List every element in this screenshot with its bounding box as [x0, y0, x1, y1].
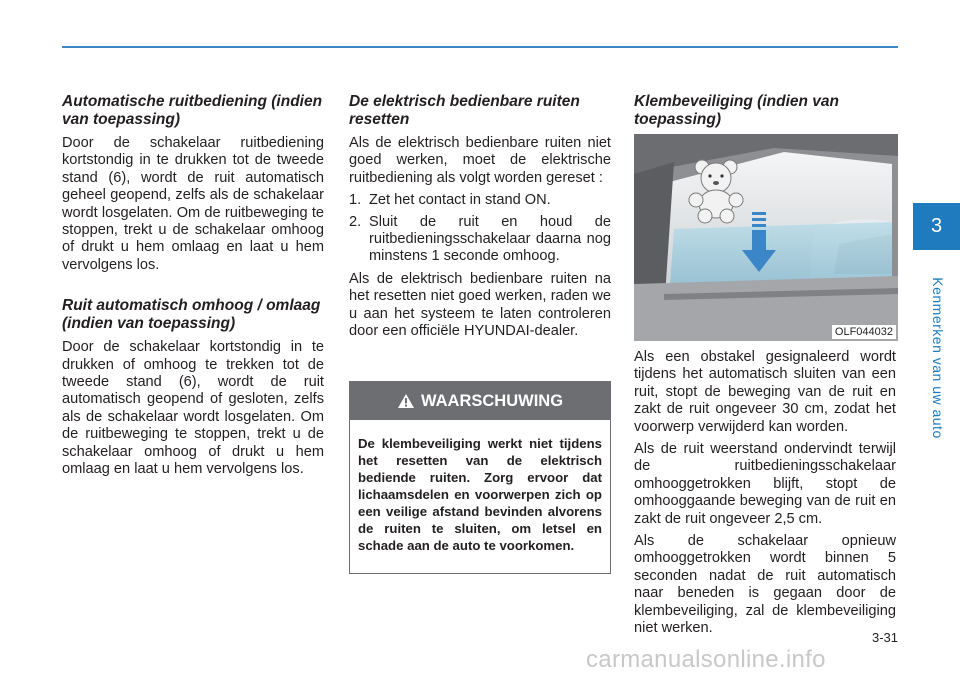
right-column-text	[634, 349, 896, 643]
reset-intro: Als de elektrisch bedienbare ruiten niet goed werken, moet de elektrische ruitbediening als volgt worden gereset :	[349, 135, 611, 186]
chapter-tab	[913, 203, 960, 250]
watermark: carmanualsonline.info	[586, 646, 826, 673]
warning-triangle-icon	[397, 393, 415, 409]
reset-step-text: Zet het contact in stand ON.	[369, 192, 551, 209]
pinch-para-1: Als een obstakel gesignaleerd wordt tijdens het automatisch sluiten van een ruit, stopt de beweging van de ruit en zakt de ruit ongeveer 30 cm, zodat het voorwerp verwijderd kan worden.	[634, 349, 896, 435]
section-text-auto-up-down: Door de schakelaar kortstondig in te drukken of omhoog te trekken tot de tweede stand (6), wordt de ruit automatisch geopend of gesloten, zelfs als de schakelaar wordt losgelaten. Om de ruitbeweging te stoppen, trekt u de schakelaar omhoog of drukt u hem omlaag en laat u hem vervolgens los.	[62, 339, 324, 478]
page-number: 3-31	[871, 630, 898, 645]
reset-step-number: 2.	[349, 213, 362, 230]
warning-box	[349, 381, 611, 574]
section-title-reset: De elektrisch bedienbare ruiten resetten	[349, 93, 580, 128]
reset-step-number: 1.	[349, 192, 362, 209]
reset-step	[349, 192, 611, 209]
reset-steps	[349, 192, 611, 266]
warning-title: WAARSCHUWING	[420, 391, 564, 410]
reset-outro: Als de elektrisch bedienbare ruiten na het resetten niet goed werken, raden we u aan het systeem te laten controleren door een officiële HYUNDAI-dealer.	[349, 270, 611, 340]
left-column	[62, 93, 324, 484]
chapter-label-text: Kenmerken van uw auto	[930, 277, 946, 439]
middle-column	[349, 93, 611, 345]
section-title-auto-window: Automatische ruitbediening (indien van toepassing)	[62, 93, 323, 128]
car-window-teddy-illustration	[634, 134, 898, 341]
warning-header	[350, 382, 610, 420]
reset-step	[349, 214, 611, 266]
reset-step-text: Sluit de ruit en houd de ruitbedieningsschakelaar daarna nog minstens 1 seconde omhoog.	[369, 213, 611, 265]
section-title-pinch-protection: Klembeveiliging (indien van toepassing)	[634, 93, 839, 128]
warning-text: De klembeveiliging werkt niet tijdens het resetten van de elektrisch bediende ruiten. Zorg ervoor dat lichaamsdelen en voorwerpen zich op een veilige afstand bevinden alvorens de ruiten te sluiten, om letsel en schade aan de auto te voorkomen.	[358, 436, 602, 553]
pinch-para-3: Als de schakelaar opnieuw omhooggetrokken wordt binnen 5 seconden nadat de ruit automatisch naar beneden is gegaan door de klembeveiliging, zal de klembeveiliging niet werken.	[634, 533, 896, 637]
image-code: OLF044032	[832, 325, 896, 339]
chapter-label	[928, 253, 948, 463]
top-rule	[62, 46, 898, 48]
pinch-protection-illustration	[634, 134, 898, 341]
section-title-auto-up-down: Ruit automatisch omhoog / omlaag (indien van toepassing)	[62, 297, 321, 333]
pinch-para-2: Als de ruit weerstand ondervindt terwijl de ruitbedieningsschakelaar omhooggetrokken blijft, stopt de omhooggaande beweging van de ruit en zakt de ruit ongeveer 2,5 cm.	[634, 441, 896, 527]
right-column	[634, 93, 896, 135]
chapter-number: 3	[930, 215, 943, 237]
section-text-auto-window: Door de schakelaar ruitbediening kortstondig in te drukken tot de tweede stand (6), wordt de ruit automatisch geheel geopend, zelfs als de schakelaar wordt losgelaten. Om de ruitbeweging te stoppen, trekt u de schakelaar omhoog of drukt u hem omlaag en laat u hem vervolgens los.	[62, 135, 324, 273]
